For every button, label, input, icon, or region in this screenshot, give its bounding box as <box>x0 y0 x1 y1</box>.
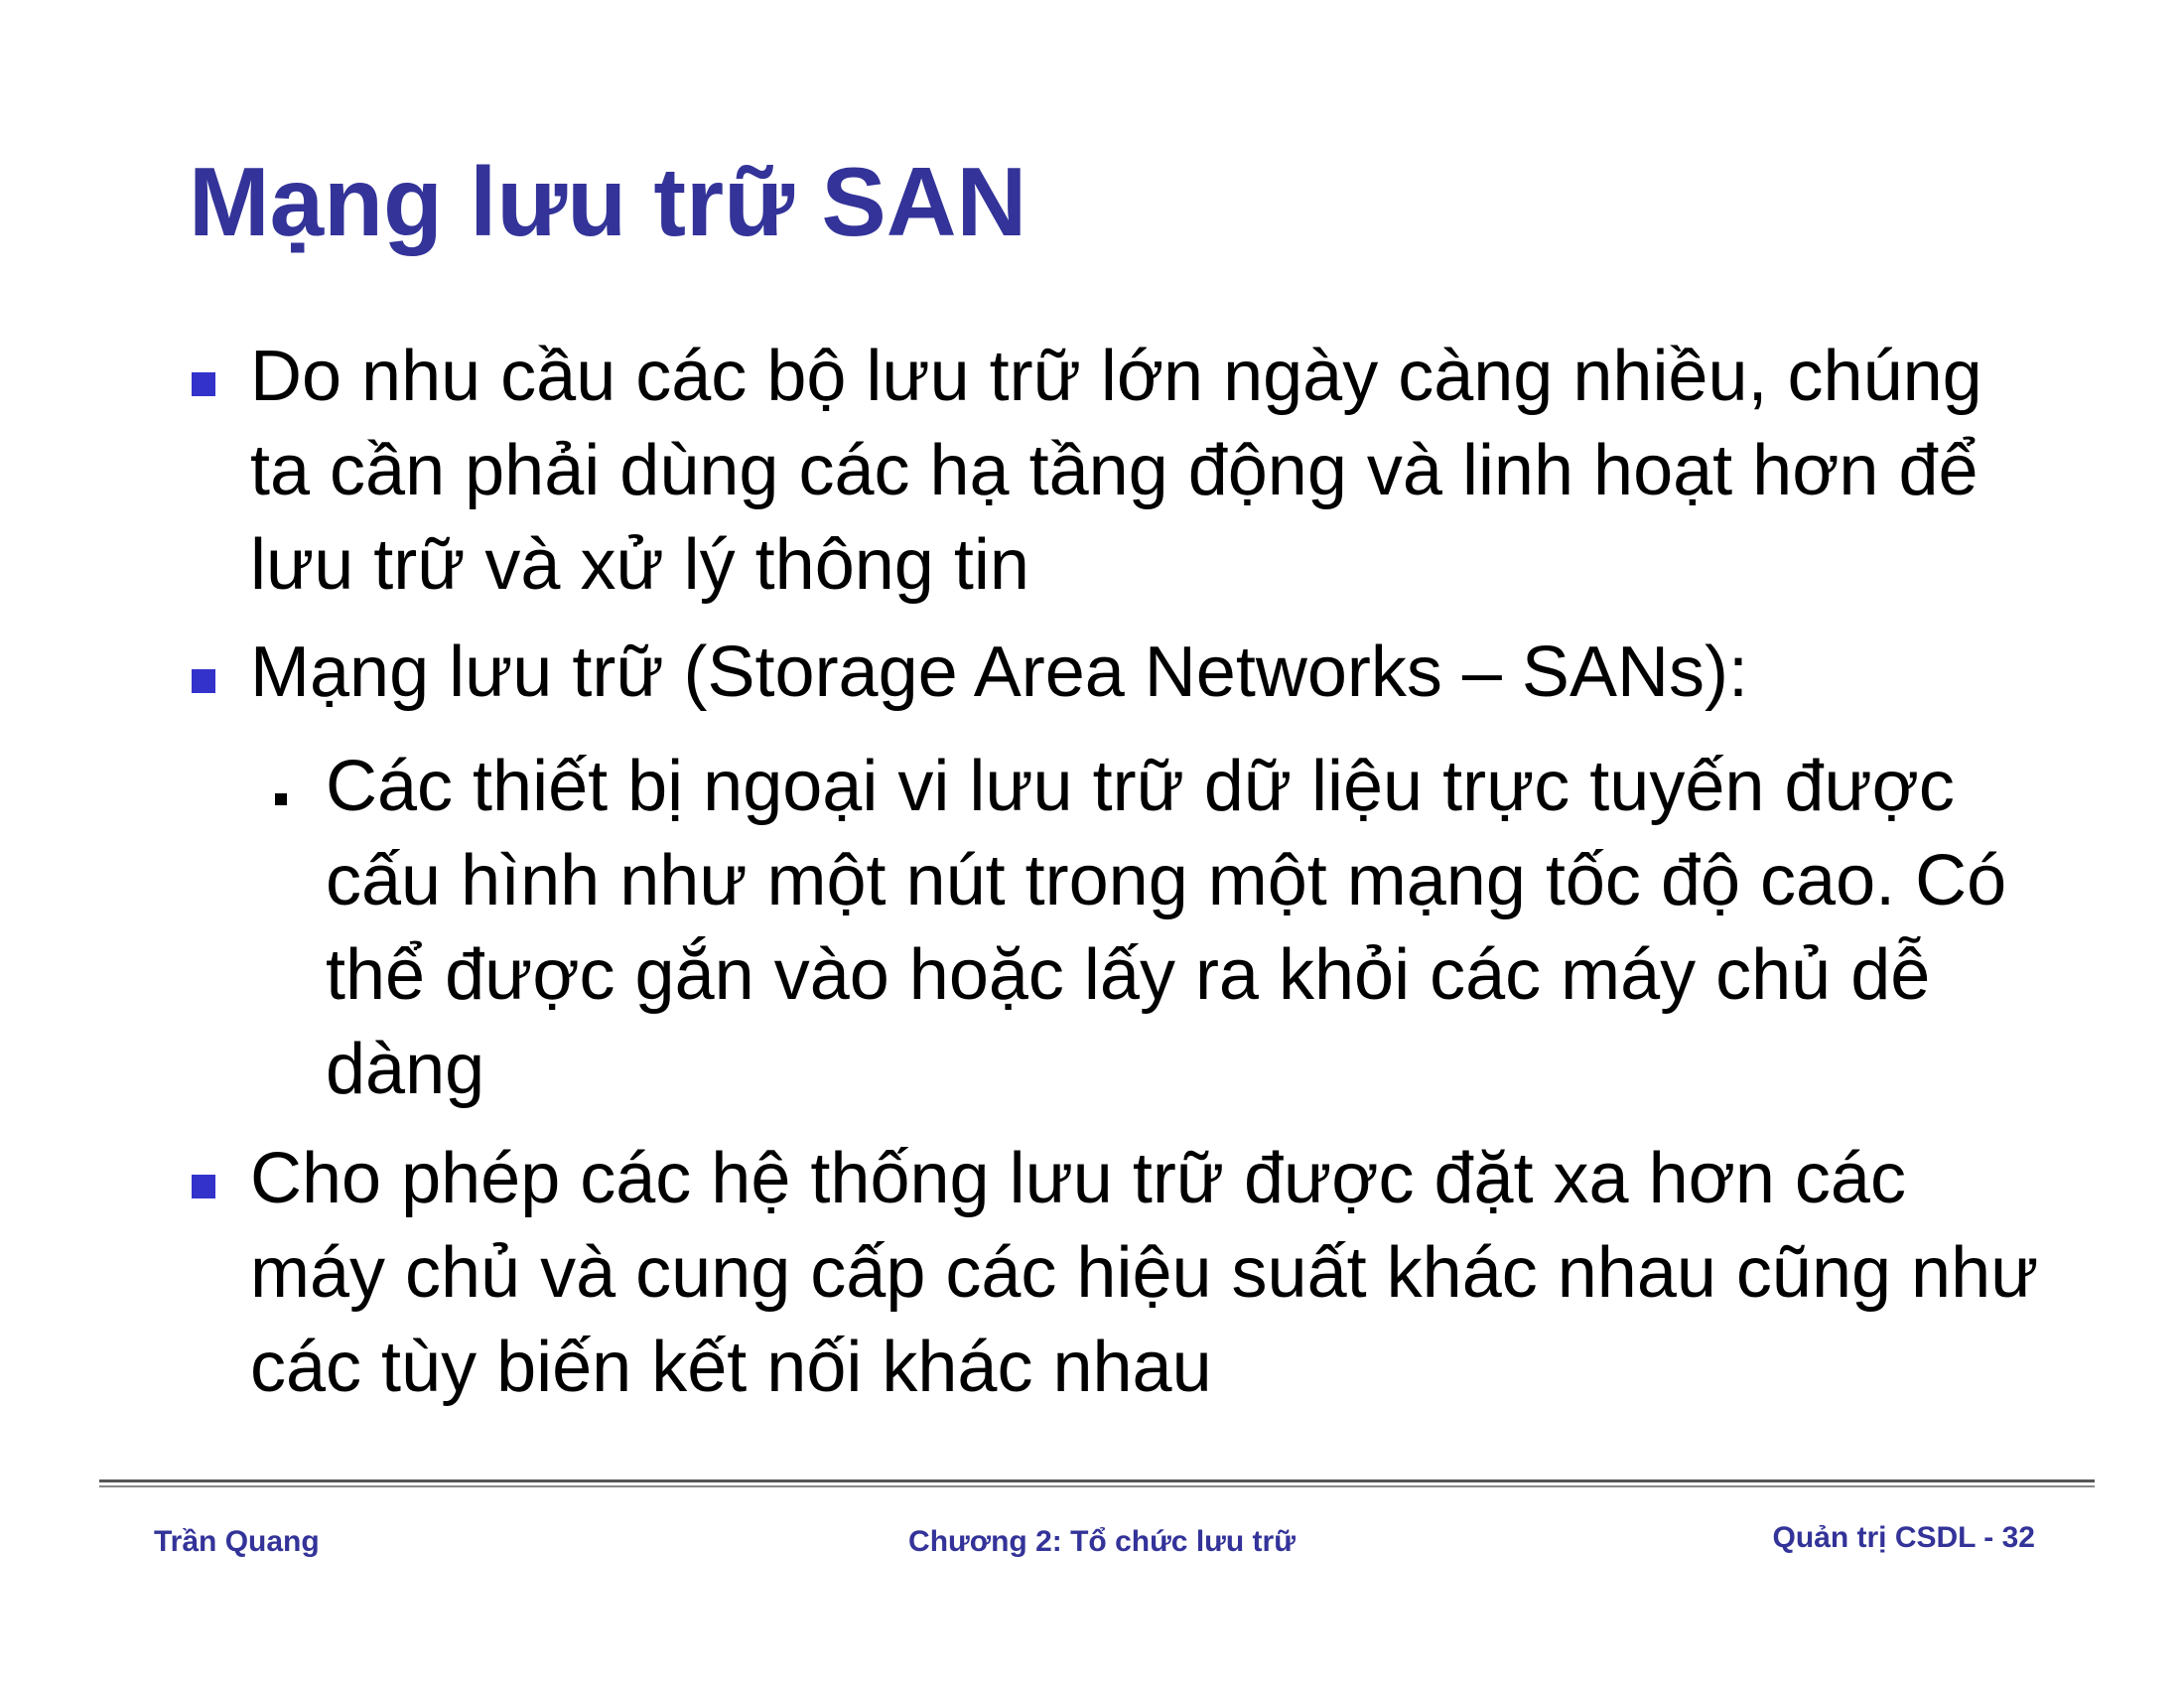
bullet-marker-2 <box>192 669 215 693</box>
slide-title: Mạng lưu trữ SAN <box>189 147 1027 256</box>
bullet-item-3: Cho phép các hệ thống lưu trữ được đặt xa hơn các máy chủ và cung cấp các hiệu suất khác nhau cũng như các tùy biến kết nối khác nhau <box>250 1139 2039 1407</box>
bullet-item-1: Do nhu cầu các bộ lưu trữ lớn ngày càng nhiều, chúng ta cần phải dùng các hạ tầng động và linh hoạt hơn để lưu trữ và xử lý thông tin <box>250 337 1982 605</box>
sub-bullet-item-1: Các thiết bị ngoại vi lưu trữ dữ liệu trực tuyến được cấu hình như một nút trong một mạng tốc độ cao. Có thể được gắn vào hoặc lấy ra khỏi các máy chủ dễ dàng <box>326 747 2007 1109</box>
bullet-marker-1 <box>192 372 215 396</box>
footer-divider <box>99 1479 2095 1482</box>
footer-divider-shadow <box>99 1485 2095 1487</box>
bullet-item-2: Mạng lưu trữ (Storage Area Networks – SANs): <box>250 633 1748 712</box>
footer-chapter: Chương 2: Tổ chức lưu trữ <box>908 1525 1296 1558</box>
bullet-marker-3 <box>192 1175 215 1198</box>
sub-bullet-marker-1 <box>275 793 287 805</box>
footer-author: Trần Quang <box>154 1525 320 1558</box>
footer-page-label: Quản trị CSDL - 32 <box>1772 1521 2035 1554</box>
